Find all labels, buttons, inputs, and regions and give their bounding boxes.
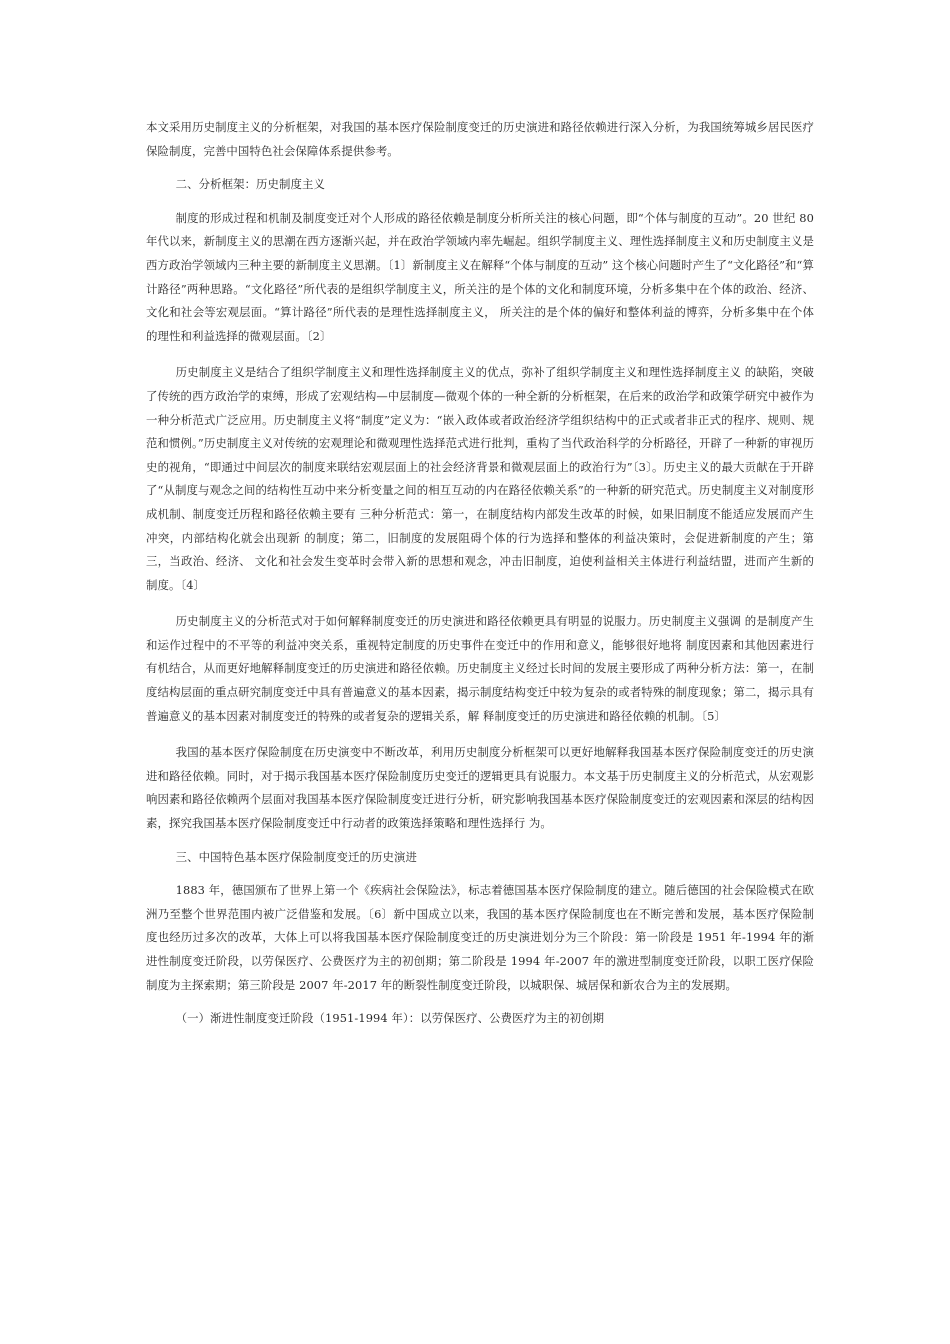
body-paragraph-2: 历史制度主义是结合了组织学制度主义和理性选择制度主义的优点，弥补了组织学制度主义和理性选择制度主义 的缺陷，突破了传统的西方政治学的束缚，形成了宏观结构—中层制度—微观个体的一种全新的分析框架，在后来的政治学和政策学研究中被作为一种分析范式广泛应用。历史制度主义将“制度”定义为：“嵌入政体或者政治经济学组织结构中的正式或者非正式的程序、规则、规范和惯例。”历史制度主义对传统的宏观理论和微观理性选择范式进行批判，重构了当代政治科学的分析路径，开辟了一种新的审视历史的视角，“即通过中间层次的制度来联结宏观层面上的社会经济背景和微观层面上的政治行为”〔3〕。历史主义的最大贡献在于开辟了“从制度与观念之间的结构性互动中来分析变量之间的相互互动的内在路径依赖关系”的一种新的研究范式。历史制度主义对制度形成机制、制度变迁历程和路径依赖主要有 三种分析范式：第一，在制度结构内部发生改革的时候，如果旧制度不能适应发展而产生冲突，内部结构化就会出现新 的制度；第二，旧制度的发展阻碍个体的行为选择和整体的利益决策时，会促进新制度的产生；第三，当政治、经济、 文化和社会发生变革时会带入新的思想和观念，冲击旧制度，迫使利益相关主体进行利益结盟，进而产生新的制度。〔4〕 (146, 365, 814, 592)
section-heading-3: 三、中国特色基本医疗保险制度变迁的历史演进 (175, 849, 417, 864)
document-page (146, 116, 814, 1031)
body-paragraph-4: 我国的基本医疗保险制度在历史演变中不断改革，利用历史制度分析框架可以更好地解释我国基本医疗保险制度变迁的历史演进和路径依赖。同时，对于揭示我国基本医疗保险制度历史变迁的逻辑更具有说服力。本文基于历史制度主义的分析范式，从宏观影响因素和路径依赖两个层面对我国基本医疗保险制度变迁进行分析，研究影响我国基本医疗保险制度变迁的宏观因素和深层的结构因素，探究我国基本医疗保险制度变迁中行动者的政策选择策略和理性选择行 为。 (146, 745, 814, 831)
body-paragraph-1: 制度的形成过程和机制及制度变迁对个人形成的路径依赖是制度分析所关注的核心问题，即“个体与制度的互动”。20 世纪 80 年代以来，新制度主义的思潮在西方逐渐兴起，并在政治学领域内率先崛起。组织学制度主义、理性选择制度主义和历史制度主义是西方政治学领域内三种主要的新制度主义思潮。〔1〕新制度主义在解释“个体与制度的互动” 这个核心问题时产生了“文化路径”和“算计路径”两种思路。“文化路径”所代表的是组织学制度主义，所关注的是个体的文化和制度环境，分析多集中在个体的政治、经济、文化和社会等宏观层面。“算计路径”所代表的是理性选择制度主义， 所关注的是个体的偏好和整体利益的博弈，分析多集中在个体的理性和利益选择的微观层面。〔2〕 (146, 210, 814, 343)
subsection-heading-3-1: （一）渐进性制度变迁阶段（1951-1994 年）：以劳保医疗、公费医疗为主的初创期 (175, 1011, 605, 1026)
intro-paragraph: 本文采用历史制度主义的分析框架，对我国的基本医疗保险制度变迁的历史演进和路径依赖进行深入分析，为我国统筹城乡居民医疗保险制度，完善中国特色社会保障体系提供参考。 (146, 120, 814, 158)
body-paragraph-5: 1883 年，德国颁布了世界上第一个《疾病社会保险法》，标志着德国基本医疗保险制度的建立。随后德国的社会保险模式在欧洲乃至整个世界范围内被广泛借鉴和发展。〔6〕新中国成立以来，我国的基本医疗保险制度也在不断完善和发展，基本医疗保险制度也经历过多次的改革，大体上可以将我国基本医疗保险制度变迁的历史演进划分为三个阶段：第一阶段是 1951 年-1994 年的渐进性制度变迁阶段，以劳保医疗、公费医疗为主的初创期；第二阶段是 1994 年-2007 年的激进型制度变迁阶段，以职工医疗保险制度为主探索期；第三阶段是 2007 年-2017 年的断裂性制度变迁阶段，以城职保、城居保和新农合为主的发展期。 (146, 883, 814, 992)
body-paragraph-3: 历史制度主义的分析范式对于如何解释制度变迁的历史演进和路径依赖更具有明显的说服力。历史制度主义强调 的是制度产生和运作过程中的不平等的利益冲突关系，重视特定制度的历史事件在变迁中的作用和意义，能够很好地将 制度因素和其他因素进行有机结合，从而更好地解释制度变迁的历史演进和路径依赖。历史制度主义经过长时间的发展主要形成了两种分析方法：第一，在制度结构层面的重点研究制度变迁中具有普遍意义的基本因素，揭示制度结构变迁中较为复杂的或者特殊的制度现象；第二，揭示具有普遍意义的基本因素对制度变迁的特殊的或者复杂的逻辑关系，解 释制度变迁的历史演进和路径依赖的机制。〔5〕 (146, 614, 814, 723)
section-heading-2: 二、分析框架：历史制度主义 (175, 177, 326, 192)
